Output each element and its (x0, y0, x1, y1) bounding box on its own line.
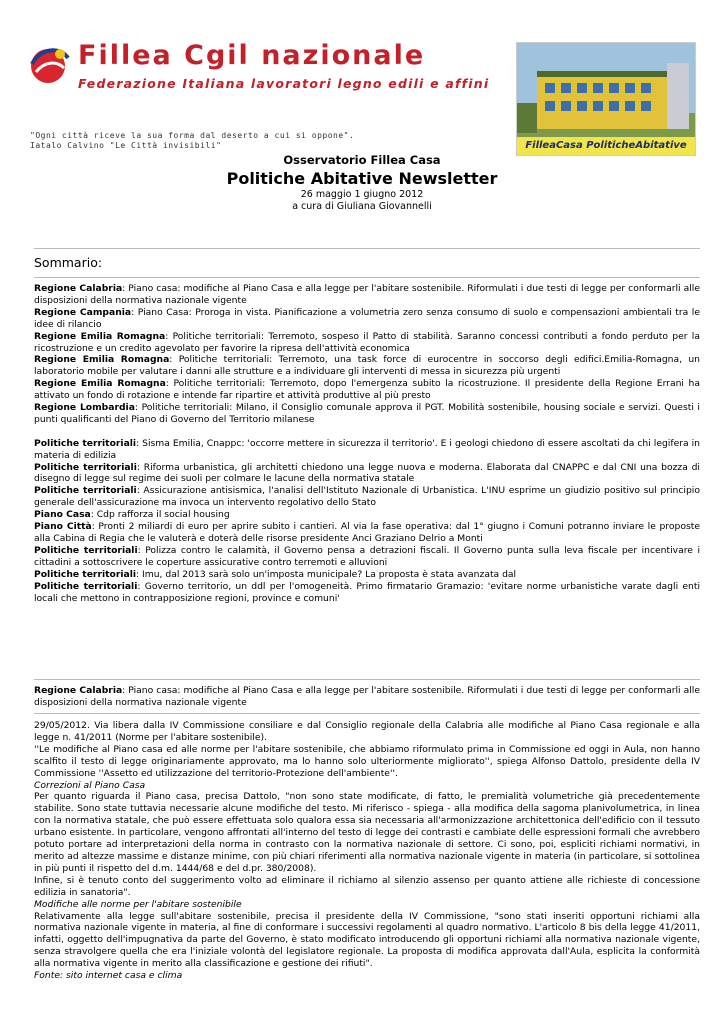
topic-item[interactable]: Politiche territoriali: Polizza contro le calamità, il Governo pensa a detrazioni fiscali. Il Governo punta sulla leva fiscale per incentivare i cittadini a sottoscrivere le coperture assicurative contro terremoti e alluvioni (34, 544, 700, 568)
topic-item[interactable]: Politiche territoriali: Imu, dal 2013 sarà solo un'imposta municipale? La proposta è stata avanzata dal (34, 568, 517, 580)
topic-label: Piano Casa (34, 509, 91, 521)
topic-label: Politiche territoriali (34, 485, 137, 497)
summary-region: Regione Emilia Romagna (34, 330, 166, 342)
summary-item[interactable]: Regione Calabria: Piano casa: modifiche al Piano Casa e alla legge per l'abitare sostenibile. Riformulati i due testi di legge per conformarli alle disposizioni della normativa nazionale vigente (34, 283, 700, 306)
divider (34, 277, 700, 278)
quote-line-2: Iatalo Calvino "Le Città invisibili" (30, 141, 222, 150)
article-subheading: Correzioni al Piano Casa (34, 779, 146, 791)
summary-item[interactable]: Regione Lombardia: Politiche territoriali: Milano, il Consiglio comunale approva il PGT. Mobilità sostenibile, housing sociale e servizi. Questi i punti qualificanti del Piano di Governo del Territorio milanese (34, 402, 700, 425)
topic-label: Politiche territoriali (34, 461, 137, 473)
topic-label: Politiche territoriali (34, 544, 138, 556)
newsletter-date: 26 maggio 1 giugno 2012 (300, 189, 424, 200)
topic-item[interactable]: Politiche territoriali: Governo territorio, un ddl per l'omogeneità. Primo firmatario Gramazio: 'evitare norme urbanistiche varate dagli enti locali che mettono in contrapposizione regioni, province e comuni' (34, 580, 700, 604)
photo-caption: FilleaCasa PoliticheAbitative (517, 137, 695, 155)
summary-item[interactable]: Regione Emilia Romagna: Politiche territoriali: Terremoto, dopo l'emergenza subito la ricostruzione. Il presidente della Regione Errani ha attivato un fondo di rotazione e intende far ripartire et attività produttive al più presto (34, 378, 700, 402)
summary-heading: Sommario: (34, 255, 103, 270)
summary-region: Regione Campania (34, 306, 132, 318)
fillea-logo-icon (26, 42, 72, 86)
summary-list (34, 283, 700, 604)
article-heading-text: : Piano casa: modifiche al Piano Casa e alla legge per l'abitare sostenibile. Riformulati i due testi di legge per conformarli alle disposizioni della normativa nazionale vigente (34, 685, 700, 708)
topic-item[interactable]: Politiche territoriali: Assicurazione antisismica, l'analisi dell'Istituto Nazionale di Urbanistica. L'INU esprime un giudizio positivo sul principio generale dell'assicurazione ma invoca un intervento regolativo dello Stato (34, 485, 700, 509)
article-source: Fonte: sito internet casa e clima (34, 970, 183, 982)
article-paragraph: 29/05/2012. Via libera dalla IV Commissione consiliare e dal Consiglio regionale della Calabria alle modifiche al Piano Casa regionale e alla legge n. 41/2011 (Norme per l'abitare sostenibile). (34, 720, 700, 743)
summary-region: Regione Emilia Romagna (34, 378, 166, 390)
divider (34, 679, 700, 680)
logo-title: Fillea Cgil nazionale (78, 40, 426, 71)
title-block (0, 153, 724, 213)
observatory-title: Osservatorio Fillea Casa (283, 153, 441, 167)
divider (34, 248, 700, 249)
quote-line-1: "Ogni città riceve la sua forma dal deserto a cui si oppone". (30, 131, 355, 140)
article-paragraph: Infine, si è tenuto conto del suggerimento volto ad eliminare il richiamo al silenzio assenso per quanto attiene alle richieste di concessione edilizia in sanatoria". (34, 874, 700, 898)
topic-item[interactable]: Piano Casa: Cdp rafforza il social housing (34, 509, 230, 521)
summary-region: Regione Lombardia (34, 402, 135, 414)
article-subheading: Modifiche alle norme per l'abitare sostenibile (34, 898, 242, 910)
divider (34, 713, 700, 714)
newsletter-author: a cura di Giuliana Giovannelli (292, 201, 432, 212)
topic-label: Politiche territoriali (34, 437, 137, 449)
newsletter-title: Politiche Abitative Newsletter (226, 169, 498, 188)
article-region: Regione Calabria (34, 685, 123, 696)
article-paragraph: Relativamente alla legge sull'abitare sostenibile, precisa il presidente della IV Commissione, "sono stati inseriti opportuni richiami alla normativa nazionale vigente in materia, al fine di conformare i successivi regolamenti al quadro normativo. L'articolo 8 bis della legge 41/2011, infatti, oggetto dell'impugnativa da parte del Governo, è stato modificato introducendo gli opportuni richiami alla normativa nazionale vigente, senza stravolgere quella che era l'iniziale volontà del legislatore regionale. La proposta di modifica approvata dall'Aula, esplicita la conformità alla normativa vigente in merito alla classificazione e gestione dei rifiuti". (34, 910, 700, 970)
topic-label: Politiche territoriali (34, 568, 137, 580)
topic-item[interactable]: Politiche territoriali: Riforma urbanistica, gli architetti chiedono una legge nuova e moderna. Elaborata dal CNAPPC e dal CNI una bozza di disegno di legge sul regime dei suoli per colmare le lacune della normativa statale (34, 461, 700, 485)
topic-item[interactable]: Politiche territoriali: Sisma Emilia, Cnappc: 'occorre mettere in sicurezza il territorio'. E i geologi chiedono di essere ascoltati da chi legifera in materia di edilizia (34, 437, 700, 461)
logo-subtitle: Federazione Italiana lavoratori legno edili e affini (78, 76, 490, 91)
topic-label: Politiche territoriali (34, 580, 138, 592)
topic-label: Piano Città (34, 521, 92, 533)
summary-region: Regione Emilia Romagna (34, 354, 170, 366)
topic-item[interactable]: Piano Città: Pronti 2 miliardi di euro per aprire subito i cantieri. Al via la fase operativa: dal 1° giugno i Comuni potranno inviare le proposte alla Cabina di Regia che le valuterà e doterà delle risorse presidente Anci Graziano Delrio a Monti (34, 521, 701, 545)
summary-region: Regione Calabria (34, 283, 123, 294)
article-heading (34, 685, 700, 709)
article-body (34, 720, 700, 982)
header-photo (516, 42, 696, 156)
summary-item[interactable]: Regione Campania: Piano Casa: Proroga in vista. Pianificazione a volumetria zero senza consumo di suolo e compensazioni ambientali tra le idee di rilancio (34, 306, 701, 330)
fillea-logo (26, 40, 490, 100)
article-paragraph: ''Le modifiche al Piano casa ed alle norme per l'abitare sostenibile, che abbiamo riformulato prima in Commissione ed oggi in Aula, non hanno scalfito il testo di legge originariamente approvato, ma lo hanno solo ulteriormente migliorato'', spiega Alfonso Dattolo, presidente della IV Commissione ''Assetto ed utilizzazione del territorio-Protezione dell'ambiente''. (34, 743, 700, 779)
summary-item[interactable]: Regione Emilia Romagna: Politiche territoriali: Terremoto, una task force di eurocentre in soccorso degli edifici.Emilia-Romagna, un laboratorio mobile per valutare i danni alle strutture e a individuare gli interventi di messa in sicurezza più urgenti (34, 354, 700, 378)
article-paragraph: Per quanto riguarda il Piano casa, precisa Dattolo, "non sono state modificate, di fatto, le premialità volumetriche già precedentemente stabilite. Sono state tuttavia necessarie alcune modifiche del testo. Mi riferisco - spiega - alla modifica della sagoma planivolumetrica, in linea con la normativa statale, che può essere effettuata solo qualora essa sia necessaria all'armonizzazione architettonica dell'edificio con il tessuto urbano esistente. In particolare, vengono affrontati all'interno del testo di legge dei contrasti e cambiate delle espressioni formali che avrebbero potuto portare ad interpretazioni della norma in contrasto con la normativa nazionale di settore. Ci sono, poi, espliciti richiami normativi, in merito ad altezze massime e distanze minime, con più chiari riferimenti alla normativa nazionale vigente in materia (in particolare, si sottolinea in più punti il rispetto del d.m. 1444/68 e del d.pr. 380/2008). (34, 791, 700, 874)
calvino-quote (30, 131, 354, 151)
summary-item[interactable]: Regione Emilia Romagna: Politiche territoriali: Terremoto, sospeso il Patto di stabilità. Saranno concessi contributi a fondo perduto per la ricostruzione e un credito agevolato per favorire la ripresa dell'attività economica (34, 330, 700, 354)
